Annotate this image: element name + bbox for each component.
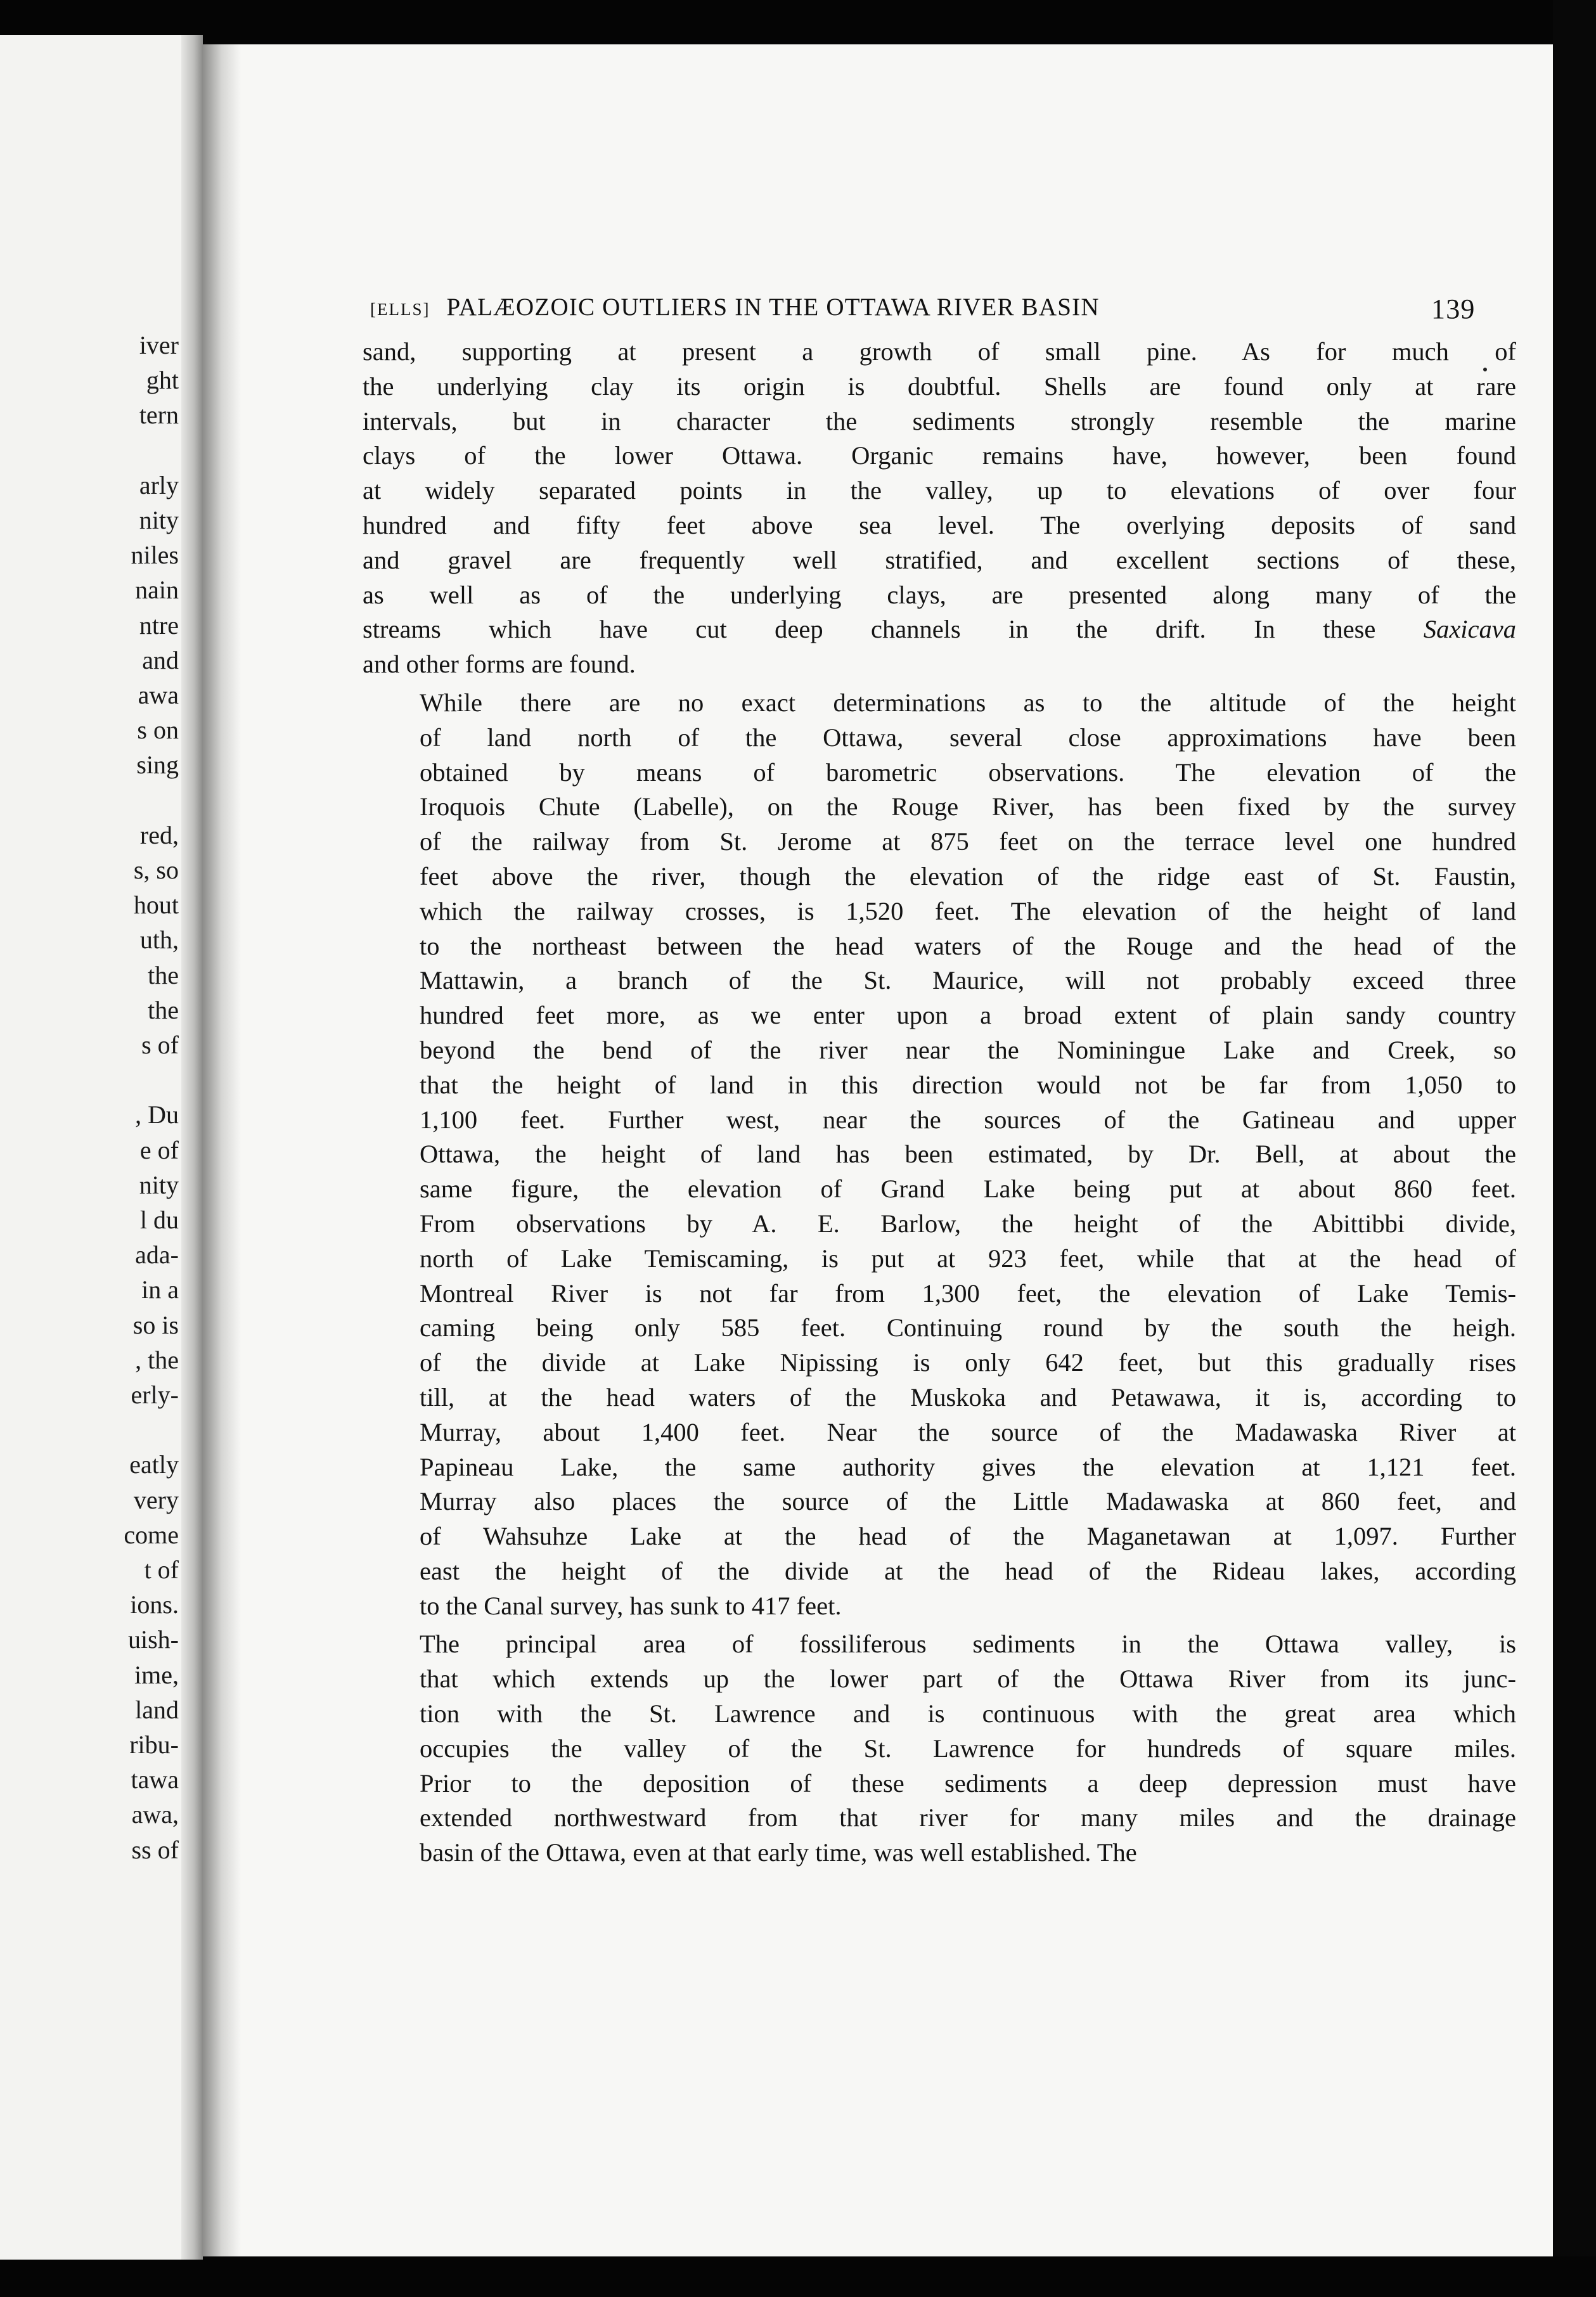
facing-page-line: uish- (128, 1625, 179, 1654)
facing-page-line: , Du (135, 1100, 179, 1129)
text-line: that which extends up the lower part of the Ottawa River from its junc- (420, 1664, 1516, 1694)
text-line: sand, supporting at present a growth of small pine. As for much of (363, 337, 1516, 366)
text-line: the underlying clay its origin is doubtful. Shells are found only at rare (363, 371, 1516, 401)
text-line: north of Lake Temiscaming, is put at 923 feet, while that at the head of (420, 1244, 1516, 1273)
text-line: hundred feet more, as we enter upon a broad extent of plain sandy country (420, 1001, 1516, 1030)
paragraph (363, 686, 1516, 1624)
facing-page-line: hout (133, 891, 179, 920)
facing-page-line: ribu- (129, 1730, 179, 1759)
text-line: While there are no exact determinations as to the altitude of the height (420, 688, 1516, 717)
facing-page-line: , the (135, 1345, 179, 1374)
facing-page-line: nity (139, 1170, 179, 1199)
facing-page-line: red, (139, 820, 179, 849)
text-line: The principal area of fossiliferous sediments in the Ottawa valley, is (420, 1630, 1516, 1659)
text-line: at widely separated points in the valley, up to elevations of over four (363, 476, 1516, 505)
text-line: From observations by A. E. Barlow, the height of the Abittibbi divide, (420, 1209, 1516, 1238)
facing-page-line: eatly (129, 1450, 179, 1479)
facing-page-line: tawa (131, 1765, 179, 1794)
facing-page-fragment (0, 35, 203, 2260)
text-line: and other forms are found. (363, 650, 636, 679)
text-line: hundred and fifty feet above sea level. The overlying deposits of sand (363, 510, 1516, 539)
paragraph (363, 335, 1516, 682)
facing-page-line: ada- (135, 1240, 179, 1270)
text-line: of land north of the Ottawa, several close approximations have been (420, 723, 1516, 752)
facing-page-line: the (148, 960, 179, 989)
facing-page-line: nain (135, 576, 179, 605)
text-line: to the northeast between the head waters of the Rouge and the head of the (420, 931, 1516, 960)
facing-page-line: arly (139, 470, 179, 499)
scan-border-bottom (0, 2256, 1596, 2297)
running-head-author: [ELLS] (370, 300, 430, 319)
scan-border-right (1553, 0, 1596, 2297)
italic-term: Saxicava (1423, 615, 1516, 644)
facing-page-line: so is (132, 1310, 179, 1339)
text-line: tion with the St. Lawrence and is continuous with the great area which (420, 1699, 1516, 1728)
facing-page-line: sing (136, 750, 179, 780)
scan-border-top (0, 0, 1596, 44)
facing-page-line: land (135, 1695, 179, 1724)
text-line: till, at the head waters of the Muskoka and Petawawa, it is, according to (420, 1382, 1516, 1412)
facing-page-line: awa (138, 681, 179, 709)
facing-page-line: uth, (139, 925, 179, 955)
facing-page-line: the (148, 995, 179, 1024)
text-line: to the Canal survey, has sunk to 417 feet. (420, 1591, 842, 1620)
text-line: that the height of land in this direction would not be far from 1,050 to (420, 1070, 1516, 1099)
text-line: occupies the valley of the St. Lawrence for hundreds of square miles. (420, 1734, 1516, 1763)
text-line: east the height of the divide at the head of the Rideau lakes, according (420, 1556, 1516, 1585)
text-line: Mattawin, a branch of the St. Maurice, will not probably exceed three (420, 966, 1516, 995)
facing-page-line: ght (146, 366, 179, 395)
text-line: Iroquois Chute (Labelle), on the Rouge River, has been fixed by the survey (420, 792, 1516, 821)
facing-page-line: t of (144, 1555, 179, 1584)
text-line: clays of the lower Ottawa. Organic remains have, however, been found (363, 441, 1516, 470)
running-head (370, 293, 1511, 325)
text-line: Montreal River is not far from 1,300 feet, the elevation of Lake Temis- (420, 1278, 1516, 1308)
page-edge-shadow (203, 44, 241, 2256)
text-line: of Wahsuhze Lake at the head of the Maganetawan at 1,097. Further (420, 1522, 1516, 1551)
facing-page-line: ions. (130, 1590, 179, 1619)
facing-page-line: very (133, 1485, 179, 1514)
facing-page-line: in a (141, 1275, 179, 1304)
running-head-title: PALÆOZOIC OUTLIERS IN THE OTTAWA RIVER BASIN (446, 293, 1100, 321)
text-line: of the divide at Lake Nipissing is only 642 feet, but this gradually rises (420, 1348, 1516, 1377)
facing-page-line: e of (139, 1135, 179, 1164)
text-line: and gravel are frequently well stratified, and excellent sections of these, (363, 545, 1516, 574)
facing-page-line: iver (139, 331, 179, 359)
text-line: feet above the river, though the elevation of the ridge east of St. Faustin, (420, 861, 1516, 891)
scan-speck (1483, 368, 1487, 371)
facing-page-line: and (142, 645, 179, 674)
text-line: Murray also places the source of the Little Madawaska at 860 feet, and (420, 1487, 1516, 1516)
facing-page-line: awa, (131, 1800, 179, 1829)
text-line: which the railway crosses, is 1,520 feet. The elevation of the height of land (420, 896, 1516, 925)
document-page (203, 44, 1553, 2256)
facing-page-line: niles (131, 541, 179, 570)
facing-page-line: s on (137, 716, 179, 745)
text-line: 1,100 feet. Further west, near the sources of the Gatineau and upper (420, 1105, 1516, 1134)
facing-page-line: s of (141, 1031, 179, 1059)
text-line: beyond the bend of the river near the Nominingue Lake and Creek, so (420, 1035, 1516, 1064)
text-line: caming being only 585 feet. Continuing round by the south the heigh. (420, 1313, 1516, 1342)
facing-page-line: come (124, 1520, 179, 1549)
facing-page-line: ime, (134, 1660, 179, 1689)
facing-page-line: s, so (133, 856, 179, 884)
facing-page-line: ss of (131, 1835, 179, 1864)
text-line: obtained by means of barometric observations. The elevation of the (420, 757, 1516, 787)
text-line: Ottawa, the height of land has been estimated, by Dr. Bell, at about the (420, 1140, 1516, 1169)
text-line: as well as of the underlying clays, are presented along many of the (363, 580, 1516, 609)
text-line: streams which have cut deep channels in the drift. In these Saxicava (363, 615, 1516, 644)
facing-page-line: erly- (131, 1380, 179, 1409)
facing-page-line: ntre (139, 610, 179, 640)
text-line: extended northwestward from that river for many miles and the drainage (420, 1803, 1516, 1832)
text-line: same figure, the elevation of Grand Lake being put at about 860 feet. (420, 1174, 1516, 1204)
text-line: of the railway from St. Jerome at 875 feet on the terrace level one hundred (420, 827, 1516, 856)
facing-page-line: nity (139, 506, 179, 534)
text-line: basin of the Ottawa, even at that early time, was well established. The (420, 1838, 1137, 1867)
page-number: 139 (1431, 293, 1476, 325)
text-line: Papineau Lake, the same authority gives the elevation at 1,121 feet. (420, 1452, 1516, 1481)
paragraph (363, 1627, 1516, 1870)
body-text (363, 335, 1516, 1870)
facing-page-line: tern (139, 401, 179, 430)
text-line: intervals, but in character the sediments strongly resemble the marine (363, 406, 1516, 435)
text-line: Murray, about 1,400 feet. Near the source of the Madawaska River at (420, 1417, 1516, 1446)
gutter-shadow (181, 35, 203, 2260)
facing-page-line: l du (139, 1206, 179, 1234)
text-line: Prior to the deposition of these sediments a deep depression must have (420, 1768, 1516, 1798)
